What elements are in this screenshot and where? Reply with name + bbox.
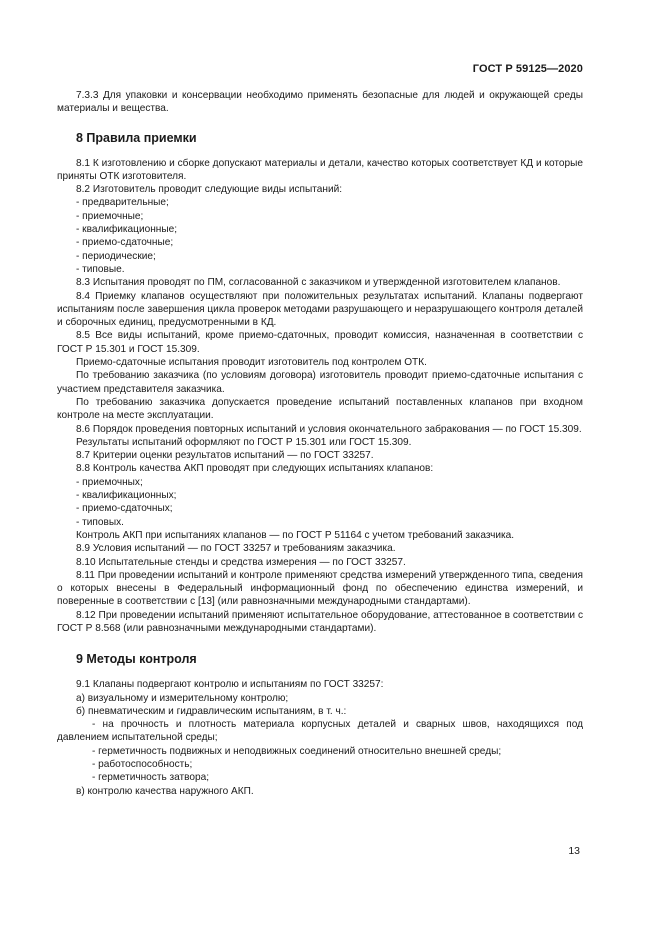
paragraph-8-5-c: По требованию заказчика (по условиям договора) изготовитель проводит приемо-сдаточные испытания с участием представителя заказчика. (57, 370, 583, 395)
paragraph-8-3: 8.3 Испытания проводят по ПМ, согласованной с заказчиком и утвержденной изготовителем клапанов. (76, 277, 561, 289)
paragraph-8-5: 8.5 Все виды испытаний, кроме приемо-сдаточных, проводит комиссия, назначенная в соответствии с ГОСТ Р 15.301 и ГОСТ 15.309. (57, 330, 583, 355)
section-9-heading: 9 Методы контроля (76, 652, 197, 667)
list-item: - приемочных; (76, 476, 143, 488)
paragraph-8-4: 8.4 Приемку клапанов осуществляют при положительных результатах испытаний. Клапаны подвергают испытаниям после завершения цикла проверок методами разрушающего и неразрушающего контроля деталей и сборочных единиц, предусмотренными в КД. (57, 290, 583, 329)
list-item: - приемо-сдаточных; (76, 503, 173, 515)
list-item: - типовые. (76, 263, 125, 275)
section-8-heading: 8 Правила приемки (76, 130, 197, 145)
list-item: - герметичность подвижных и неподвижных соединений относительно внешней среды; (92, 745, 502, 757)
paragraph-8-5-d: По требованию заказчика допускается проведение испытаний поставленных клапанов при входном контроле на месте эксплуатации. (57, 396, 583, 422)
list-item: - работоспособность; (92, 759, 193, 771)
document-code: ГОСТ Р 59125—2020 (472, 63, 583, 75)
paragraph-8-11: 8.11 При проведении испытаний и контроле применяют средства измерений утвержденного типа, сведения о которых внесены в Федеральный информационный фонд по обеспечению единства измерений, и поверенные в соответствии с [13] (или равнозначными международными стандартами). (57, 569, 583, 608)
list-item: - приемо-сдаточные; (76, 237, 174, 249)
page-body (57, 89, 583, 798)
paragraph-7-3-3: 7.3.3 Для упаковки и консервации необходимо применять безопасные для людей и окружающей среды материалы и вещества. (57, 90, 583, 115)
list-item-b: б) пневматическим и гидравлическим испытаниям, в т. ч.: (76, 705, 347, 717)
paragraph-8-2: 8.2 Изготовитель проводит следующие виды испытаний: (76, 184, 343, 196)
paragraph-8-6-b: Результаты испытаний оформляют по ГОСТ Р 15.301 или ГОСТ 15.309. (76, 436, 412, 448)
paragraph-8-7: 8.7 Критерии оценки результатов испытаний — по ГОСТ 33257. (76, 450, 374, 462)
list-item: - типовых. (76, 516, 124, 528)
list-item: - квалификационные; (76, 224, 178, 236)
list-item-c: в) контролю качества наружного АКП. (76, 785, 254, 797)
paragraph-8-10: 8.10 Испытательные стенды и средства измерения — по ГОСТ 33257. (76, 556, 406, 568)
paragraph-8-1: 8.1 К изготовлению и сборке допускают материалы и детали, качество которых соответствует КД и которые приняты ОТК изготовителя. (57, 157, 583, 182)
list-item: - предварительные; (76, 197, 169, 209)
paragraph-8-12: 8.12 При проведении испытаний применяют испытательное оборудование, аттестованное в соответствии с ГОСТ Р 8.568 (или равнозначными международными стандартами). (57, 609, 583, 634)
paragraph-8-8: 8.8 Контроль качества АКП проводят при следующих испытаниях клапанов: (76, 463, 434, 475)
list-item: - приемочные; (76, 210, 144, 222)
list-item: - герметичность затвора; (92, 772, 210, 784)
paragraph-8-6: 8.6 Порядок проведения повторных испытаний и условия окончательного забракования — по ГОСТ 15.309. (76, 423, 582, 435)
paragraph-8-5-b: Приемо-сдаточные испытания проводит изготовитель под контролем ОТК. (76, 357, 427, 369)
list-item: - периодические; (76, 250, 156, 262)
list-item: - на прочность и плотность материала корпусных деталей и сварных швов, находящихся под давлением испытательной среды; (57, 719, 583, 744)
list-item: - квалификационных; (76, 490, 177, 502)
paragraph-8-9: 8.9 Условия испытаний — по ГОСТ 33257 и требованиям заказчика. (76, 543, 396, 555)
page-number: 13 (568, 845, 580, 857)
paragraph-8-8-b: Контроль АКП при испытаниях клапанов — по ГОСТ Р 51164 с учетом требований заказчика. (76, 529, 515, 541)
paragraph-9-1: 9.1 Клапаны подвергают контролю и испытаниям по ГОСТ 33257: (76, 679, 384, 691)
list-item-a: а) визуальному и измерительному контролю; (76, 692, 289, 704)
